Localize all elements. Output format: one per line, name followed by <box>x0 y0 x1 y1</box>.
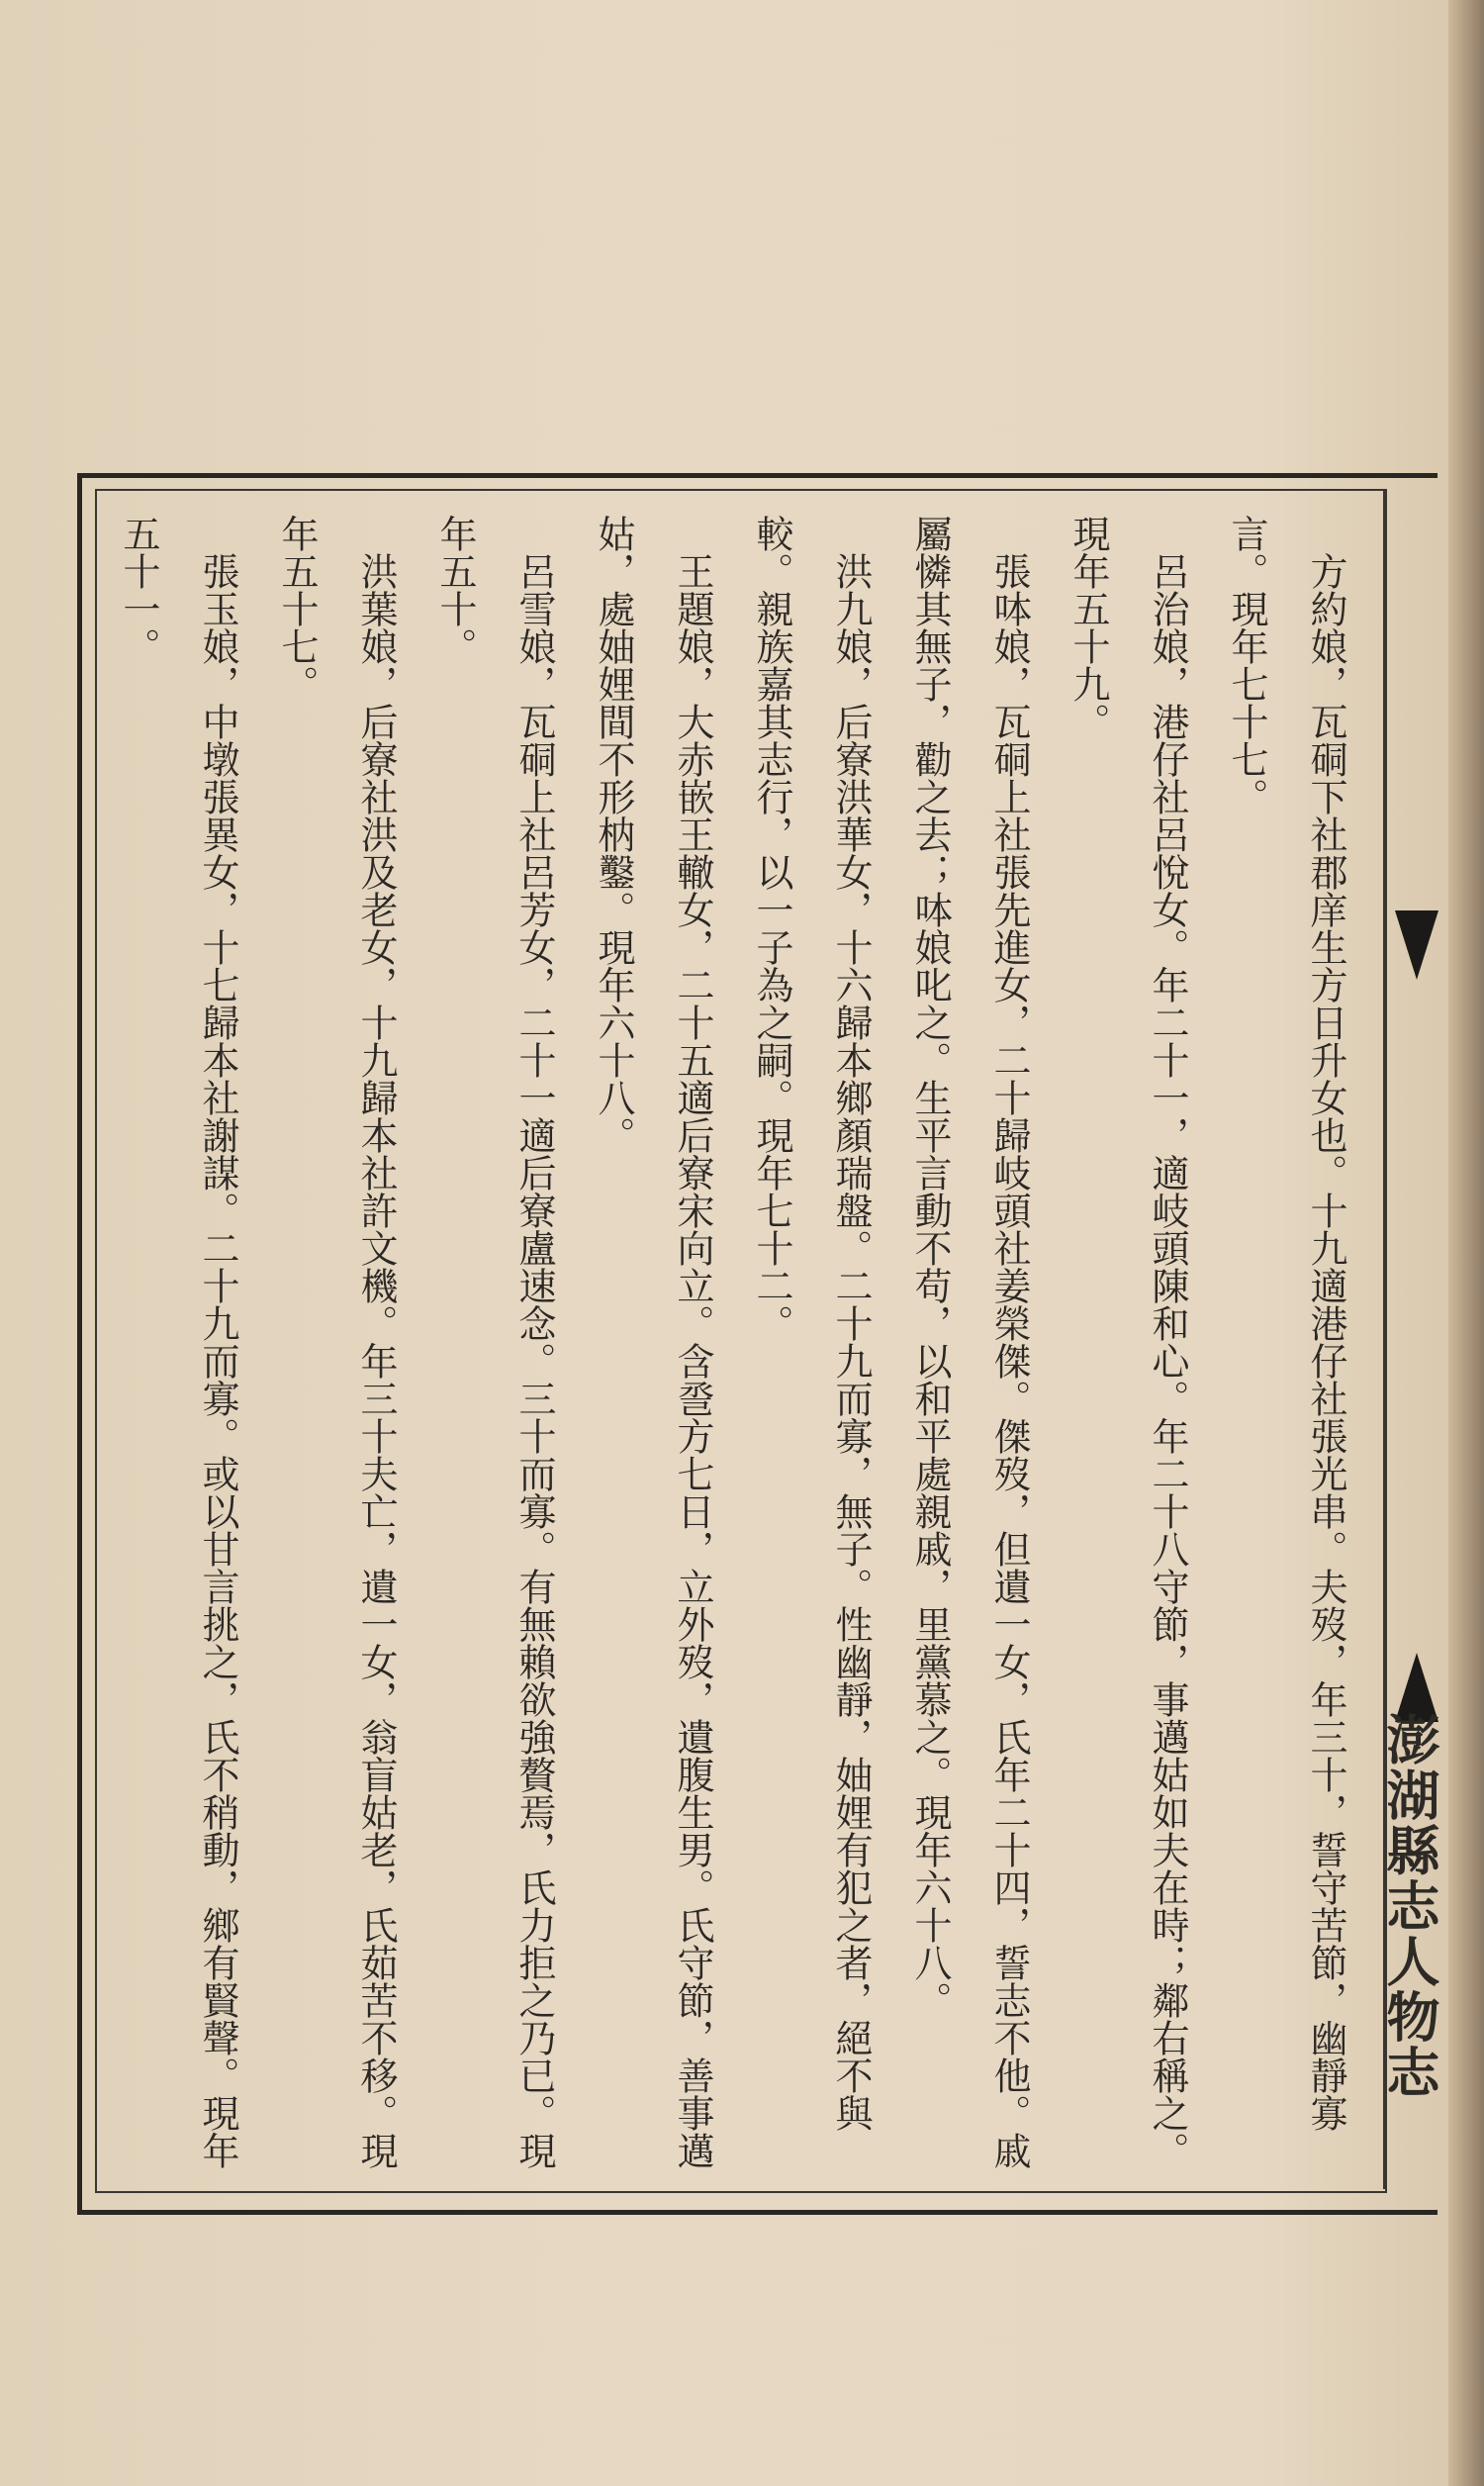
paragraph-text: 呂治娘，港仔社呂悅女。年二十一，適岐頭陳和心。年二十八守節，事邁姑如夫在時；鄰右稱之。現年五十九。 <box>1067 515 1189 2169</box>
paragraph-text: 張玉娘，中墩張異女，十七歸本社謝謀。二十九而寡。或以甘言挑之，氏不稍動，鄉有賢聲。現年五十一。 <box>117 515 239 2169</box>
biography-paragraph-3 <box>890 515 1049 2177</box>
paragraph-text: 王題娘，大赤嵌王轍女，二十五適后寮宋向立。含巹方七日，立外歿，遺腹生男。氏守節，善事邁姑，處妯娌間不形枘鑿。現年六十八。 <box>592 515 714 2169</box>
paragraph-text: 呂雪娘，瓦硐上社呂芳女，二十一適后寮盧速念。三十而寡。有無賴欲強贅焉，氏力拒之乃已。現年五十。 <box>433 515 556 2169</box>
biography-paragraph-2 <box>1049 515 1207 2177</box>
paragraph-text: 方約娘，瓦硐下社郡庠生方日升女也。十九適港仔社張光串。夫歿，年三十，誓守苦節，幽靜寡言。現年七十七。 <box>1225 515 1347 2132</box>
fish-tail-mark-top <box>1395 910 1438 980</box>
running-title: 澎湖縣志人物志 <box>1378 1712 1441 2100</box>
biography-paragraph-1 <box>1207 515 1365 2177</box>
book-spine-edge <box>1448 0 1484 2486</box>
biography-paragraph-4 <box>732 515 890 2177</box>
main-text-block <box>109 515 1365 2177</box>
paragraph-text: 張呠娘，瓦硐上社張先進女，二十歸岐頭社姜榮傑。傑歿，但遺一女，氏年二十四，誓志不他。戚屬憐其無子，勸之去；呠娘叱之。生平言動不苟，以和平處親戚，里黨慕之。現年六十八。 <box>908 515 1031 2169</box>
biography-paragraph-7 <box>257 515 416 2177</box>
biography-paragraph-5 <box>574 515 732 2177</box>
paragraph-text: 洪九娘，后寮洪華女，十六歸本鄉顏瑞盤。二十九而寡，無子。性幽靜，妯娌有犯之者，絕不與較。親族嘉其志行，以一子為之嗣。現年七十二。 <box>750 515 873 2132</box>
biography-paragraph-6 <box>416 515 574 2177</box>
paragraph-text: 洪葉娘，后寮社洪及老女，十九歸本社許文機。年三十夫亡，遺一女，翁盲姑老，氏茹苦不移。現年五十七。 <box>275 515 398 2169</box>
biography-paragraph-8 <box>109 515 257 2177</box>
